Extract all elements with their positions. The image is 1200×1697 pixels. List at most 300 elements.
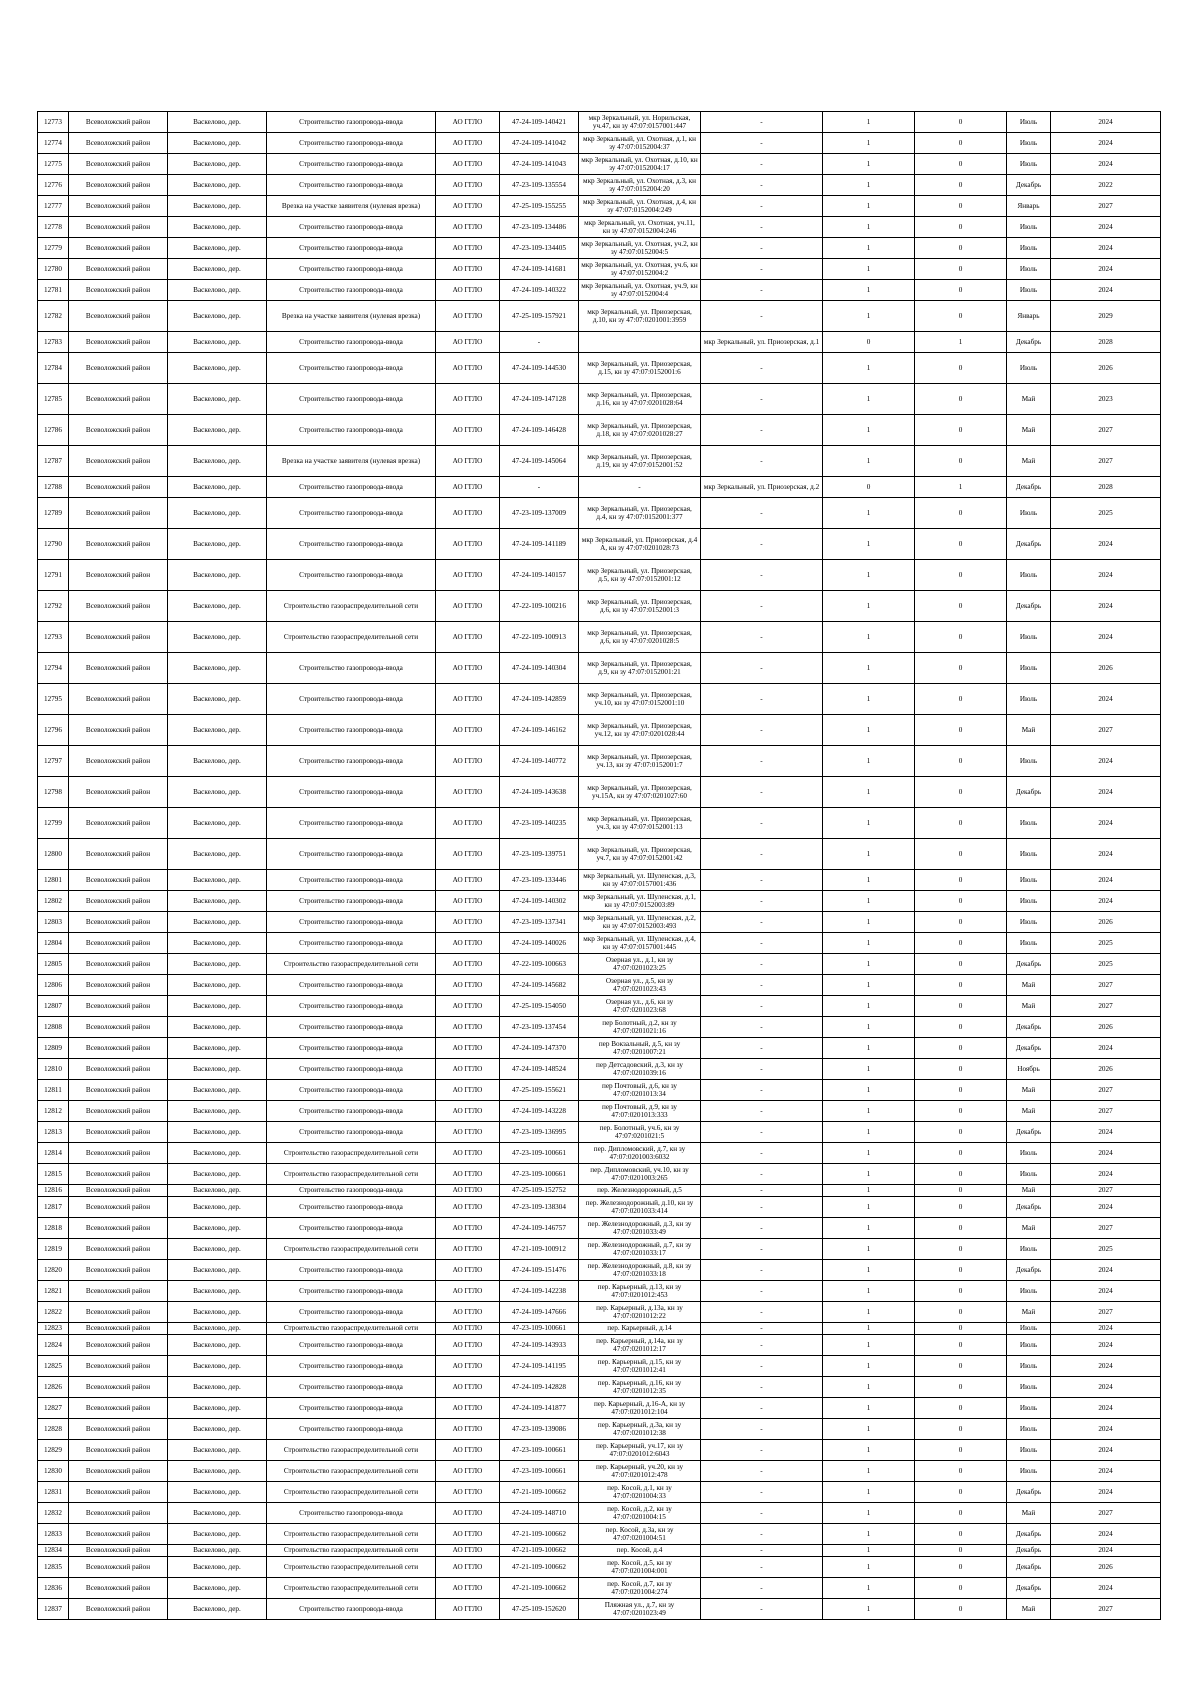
cell-address: пер. Карьерный, д.14 bbox=[579, 1323, 701, 1335]
cell-district: Всеволожский район bbox=[69, 1038, 168, 1059]
cell-operator: АО ГГЛО bbox=[436, 477, 500, 498]
cell-operator: АО ГГЛО bbox=[436, 112, 500, 133]
cell-row-number: 12786 bbox=[38, 415, 69, 446]
cell-work-type: Строительство газопровода-ввода bbox=[267, 912, 436, 933]
cell-address: мкр Зеркальный, ул. Приозерская, уч.13, кн зу 47:07:0152001:7 bbox=[579, 746, 701, 777]
cell-operator: АО ГГЛО bbox=[436, 1302, 500, 1323]
cell-year: 2024 bbox=[1051, 808, 1161, 839]
cell-district: Всеволожский район bbox=[69, 1197, 168, 1218]
cell-operator: АО ГГЛО bbox=[436, 529, 500, 560]
cell-settlement: Васкелово, дер. bbox=[168, 1218, 267, 1239]
cell-address-alt: - bbox=[701, 1143, 823, 1164]
cell-month: Декабрь bbox=[1007, 1260, 1051, 1281]
cell-count-a: 1 bbox=[823, 715, 915, 746]
cell-row-number: 12790 bbox=[38, 529, 69, 560]
table-row bbox=[38, 1578, 1161, 1599]
cell-year: 2024 bbox=[1051, 1377, 1161, 1398]
cell-count-a: 1 bbox=[823, 1038, 915, 1059]
cell-year: 2024 bbox=[1051, 1524, 1161, 1545]
cell-count-b: 0 bbox=[915, 1218, 1007, 1239]
cell-address: пер. Косой, д.5, кн зу 47:07:0201004:001 bbox=[579, 1557, 701, 1578]
cell-count-a: 1 bbox=[823, 870, 915, 891]
cell-month: Май bbox=[1007, 975, 1051, 996]
cell-count-b: 0 bbox=[915, 446, 1007, 477]
cell-district: Всеволожский район bbox=[69, 154, 168, 175]
table-row bbox=[38, 1545, 1161, 1557]
cell-count-a: 1 bbox=[823, 1356, 915, 1377]
cell-district: Всеволожский район bbox=[69, 529, 168, 560]
cell-address-alt: - bbox=[701, 415, 823, 446]
cell-count-b: 0 bbox=[915, 1377, 1007, 1398]
cell-district: Всеволожский район bbox=[69, 870, 168, 891]
cell-count-a: 1 bbox=[823, 1101, 915, 1122]
cell-address: пер. Косой, д.7, кн зу 47:07:0201004:274 bbox=[579, 1578, 701, 1599]
cell-application-number: 47-23-109-137454 bbox=[500, 1017, 579, 1038]
table-row bbox=[38, 196, 1161, 217]
cell-year: 2024 bbox=[1051, 839, 1161, 870]
cell-address: пер. Болотный, уч.6, кн зу 47:07:0201021:5 bbox=[579, 1122, 701, 1143]
table-row bbox=[38, 1260, 1161, 1281]
cell-address: мкр Зеркальный, ул. Приозерская, д.6, кн зу 47:07:0152001:3 bbox=[579, 591, 701, 622]
cell-count-a: 1 bbox=[823, 1185, 915, 1197]
cell-address: Озерная ул., д.1, кн зу 47:07:0201023:25 bbox=[579, 954, 701, 975]
cell-application-number: 47-21-109-100662 bbox=[500, 1578, 579, 1599]
cell-work-type: Строительство газораспределительной сети bbox=[267, 1323, 436, 1335]
cell-year: 2024 bbox=[1051, 1335, 1161, 1356]
cell-address-alt: - bbox=[701, 1545, 823, 1557]
cell-address-alt: - bbox=[701, 384, 823, 415]
cell-address: пер. Карьерный, д.3а, кн зу 47:07:0201012:38 bbox=[579, 1419, 701, 1440]
cell-year: 2027 bbox=[1051, 1302, 1161, 1323]
cell-row-number: 12825 bbox=[38, 1356, 69, 1377]
cell-address: пер. Карьерный, д.13, кн зу 47:07:0201012:453 bbox=[579, 1281, 701, 1302]
cell-count-b: 0 bbox=[915, 870, 1007, 891]
cell-row-number: 12801 bbox=[38, 870, 69, 891]
cell-address-alt: - bbox=[701, 1059, 823, 1080]
cell-count-b: 0 bbox=[915, 353, 1007, 384]
cell-application-number: 47-23-109-100661 bbox=[500, 1164, 579, 1185]
cell-month: Июль bbox=[1007, 1398, 1051, 1419]
cell-district: Всеволожский район bbox=[69, 1599, 168, 1620]
cell-count-b: 0 bbox=[915, 196, 1007, 217]
cell-count-a: 1 bbox=[823, 529, 915, 560]
cell-settlement: Васкелово, дер. bbox=[168, 1524, 267, 1545]
cell-row-number: 12793 bbox=[38, 622, 69, 653]
cell-count-b: 0 bbox=[915, 1122, 1007, 1143]
table-row bbox=[38, 954, 1161, 975]
cell-application-number: 47-25-109-154050 bbox=[500, 996, 579, 1017]
cell-row-number: 12820 bbox=[38, 1260, 69, 1281]
cell-address: мкр Зеркальный, ул. Охотная, уч.9, кн зу 47:07:0152004:4 bbox=[579, 280, 701, 301]
cell-year: 2027 bbox=[1051, 446, 1161, 477]
cell-address: мкр Зеркальный, ул. Приозерская, д.16, кн зу 47:07:0201028:64 bbox=[579, 384, 701, 415]
cell-year: 2024 bbox=[1051, 777, 1161, 808]
cell-application-number: 47-25-109-152620 bbox=[500, 1599, 579, 1620]
cell-operator: АО ГГЛО bbox=[436, 1398, 500, 1419]
cell-month: Декабрь bbox=[1007, 954, 1051, 975]
cell-address: мкр Зеркальный, ул. Охотная, д.3, кн зу 47:07:0152004:20 bbox=[579, 175, 701, 196]
cell-month: Декабрь bbox=[1007, 332, 1051, 353]
cell-settlement: Васкелово, дер. bbox=[168, 477, 267, 498]
cell-operator: АО ГГЛО bbox=[436, 891, 500, 912]
cell-district: Всеволожский район bbox=[69, 653, 168, 684]
cell-count-a: 1 bbox=[823, 1017, 915, 1038]
cell-operator: АО ГГЛО bbox=[436, 1335, 500, 1356]
cell-address-alt: - bbox=[701, 1101, 823, 1122]
cell-district: Всеволожский район bbox=[69, 1557, 168, 1578]
table-row bbox=[38, 1302, 1161, 1323]
cell-year: 2024 bbox=[1051, 870, 1161, 891]
cell-application-number: 47-24-109-141043 bbox=[500, 154, 579, 175]
cell-address-alt: - bbox=[701, 891, 823, 912]
cell-row-number: 12797 bbox=[38, 746, 69, 777]
cell-work-type: Строительство газораспределительной сети bbox=[267, 1461, 436, 1482]
cell-address-alt: - bbox=[701, 1503, 823, 1524]
cell-year: 2024 bbox=[1051, 133, 1161, 154]
cell-district: Всеволожский район bbox=[69, 808, 168, 839]
cell-work-type: Строительство газопровода-ввода bbox=[267, 933, 436, 954]
cell-district: Всеволожский район bbox=[69, 1524, 168, 1545]
cell-row-number: 12798 bbox=[38, 777, 69, 808]
table-row bbox=[38, 1524, 1161, 1545]
cell-year: 2024 bbox=[1051, 1398, 1161, 1419]
cell-work-type: Строительство газопровода-ввода bbox=[267, 1260, 436, 1281]
cell-settlement: Васкелово, дер. bbox=[168, 332, 267, 353]
cell-address: пер Вокзальный, д.5, кн зу 47:07:0201007:21 bbox=[579, 1038, 701, 1059]
table-row bbox=[38, 591, 1161, 622]
cell-month: Июль bbox=[1007, 1377, 1051, 1398]
cell-month: Июль bbox=[1007, 1440, 1051, 1461]
cell-count-a: 1 bbox=[823, 1398, 915, 1419]
cell-settlement: Васкелово, дер. bbox=[168, 975, 267, 996]
cell-address: пер. Дипломовский, д.7, кн зу 47:07:0201003:6032 bbox=[579, 1143, 701, 1164]
cell-district: Всеволожский район bbox=[69, 1239, 168, 1260]
cell-operator: АО ГГЛО bbox=[436, 1143, 500, 1164]
cell-work-type: Строительство газопровода-ввода bbox=[267, 1218, 436, 1239]
cell-district: Всеволожский район bbox=[69, 1122, 168, 1143]
cell-count-b: 0 bbox=[915, 1461, 1007, 1482]
cell-operator: АО ГГЛО bbox=[436, 933, 500, 954]
cell-address-alt: - bbox=[701, 112, 823, 133]
cell-count-a: 1 bbox=[823, 1557, 915, 1578]
cell-row-number: 12823 bbox=[38, 1323, 69, 1335]
cell-address-alt: - bbox=[701, 196, 823, 217]
cell-operator: АО ГГЛО bbox=[436, 301, 500, 332]
cell-work-type: Строительство газопровода-ввода bbox=[267, 154, 436, 175]
cell-count-a: 1 bbox=[823, 196, 915, 217]
cell-count-b: 0 bbox=[915, 808, 1007, 839]
cell-settlement: Васкелово, дер. bbox=[168, 1440, 267, 1461]
cell-count-b: 0 bbox=[915, 112, 1007, 133]
cell-application-number: - bbox=[500, 332, 579, 353]
cell-address: мкр Зеркальный, ул. Шуленская, д.4, кн зу 47:07:0157001:445 bbox=[579, 933, 701, 954]
cell-month: Январь bbox=[1007, 301, 1051, 332]
cell-count-a: 1 bbox=[823, 746, 915, 777]
cell-district: Всеволожский район bbox=[69, 332, 168, 353]
cell-application-number: 47-24-109-148524 bbox=[500, 1059, 579, 1080]
cell-count-a: 1 bbox=[823, 1059, 915, 1080]
cell-work-type: Строительство газопровода-ввода bbox=[267, 1101, 436, 1122]
cell-address: мкр Зеркальный, ул. Охотная, д.10, кн зу 47:07:0152004:17 bbox=[579, 154, 701, 175]
cell-row-number: 12796 bbox=[38, 715, 69, 746]
cell-row-number: 12832 bbox=[38, 1503, 69, 1524]
cell-operator: АО ГГЛО bbox=[436, 1185, 500, 1197]
cell-row-number: 12830 bbox=[38, 1461, 69, 1482]
cell-count-b: 0 bbox=[915, 891, 1007, 912]
cell-operator: АО ГГЛО bbox=[436, 1260, 500, 1281]
cell-work-type: Строительство газопровода-ввода bbox=[267, 175, 436, 196]
cell-year: 2024 bbox=[1051, 1482, 1161, 1503]
cell-district: Всеволожский район bbox=[69, 1482, 168, 1503]
cell-count-a: 1 bbox=[823, 1503, 915, 1524]
cell-row-number: 12827 bbox=[38, 1398, 69, 1419]
cell-month: Май bbox=[1007, 1302, 1051, 1323]
cell-month: Июль bbox=[1007, 808, 1051, 839]
cell-address: мкр Зеркальный, ул. Охотная, уч.2, кн зу 47:07:0152004:5 bbox=[579, 238, 701, 259]
cell-count-a: 1 bbox=[823, 1164, 915, 1185]
cell-operator: АО ГГЛО bbox=[436, 1356, 500, 1377]
table-row bbox=[38, 112, 1161, 133]
cell-count-b: 0 bbox=[915, 384, 1007, 415]
cell-year: 2027 bbox=[1051, 1503, 1161, 1524]
cell-year: 2024 bbox=[1051, 1461, 1161, 1482]
cell-settlement: Васкелово, дер. bbox=[168, 1281, 267, 1302]
cell-month: Июль bbox=[1007, 746, 1051, 777]
cell-district: Всеволожский район bbox=[69, 446, 168, 477]
cell-month: Июль bbox=[1007, 933, 1051, 954]
cell-year: 2024 bbox=[1051, 1122, 1161, 1143]
cell-settlement: Васкелово, дер. bbox=[168, 839, 267, 870]
cell-address-alt: - bbox=[701, 975, 823, 996]
table-row bbox=[38, 446, 1161, 477]
cell-district: Всеволожский район bbox=[69, 591, 168, 622]
table-row bbox=[38, 1038, 1161, 1059]
cell-settlement: Васкелово, дер. bbox=[168, 1545, 267, 1557]
cell-count-a: 1 bbox=[823, 259, 915, 280]
cell-operator: АО ГГЛО bbox=[436, 912, 500, 933]
table-row bbox=[38, 1185, 1161, 1197]
cell-address: мкр Зеркальный, ул. Приозерская, д.6, кн зу 47:07:0201028:5 bbox=[579, 622, 701, 653]
cell-settlement: Васкелово, дер. bbox=[168, 622, 267, 653]
cell-operator: АО ГГЛО bbox=[436, 217, 500, 238]
cell-address-alt: - bbox=[701, 280, 823, 301]
cell-year: 2024 bbox=[1051, 112, 1161, 133]
cell-month: Июль bbox=[1007, 1323, 1051, 1335]
cell-row-number: 12775 bbox=[38, 154, 69, 175]
table-row bbox=[38, 808, 1161, 839]
cell-operator: АО ГГЛО bbox=[436, 684, 500, 715]
cell-operator: АО ГГЛО bbox=[436, 175, 500, 196]
cell-operator: АО ГГЛО bbox=[436, 1164, 500, 1185]
cell-month: Июль bbox=[1007, 684, 1051, 715]
table-row bbox=[38, 217, 1161, 238]
cell-settlement: Васкелово, дер. bbox=[168, 933, 267, 954]
cell-year: 2024 bbox=[1051, 1164, 1161, 1185]
cell-count-b: 0 bbox=[915, 175, 1007, 196]
cell-month: Июль bbox=[1007, 1281, 1051, 1302]
cell-settlement: Васкелово, дер. bbox=[168, 1419, 267, 1440]
cell-settlement: Васкелово, дер. bbox=[168, 1080, 267, 1101]
table-row bbox=[38, 746, 1161, 777]
cell-district: Всеволожский район bbox=[69, 1377, 168, 1398]
cell-row-number: 12780 bbox=[38, 259, 69, 280]
cell-operator: АО ГГЛО bbox=[436, 1197, 500, 1218]
table-row bbox=[38, 1599, 1161, 1620]
cell-address-alt: - bbox=[701, 1398, 823, 1419]
cell-operator: АО ГГЛО bbox=[436, 591, 500, 622]
cell-application-number: 47-22-109-100216 bbox=[500, 591, 579, 622]
cell-count-a: 1 bbox=[823, 217, 915, 238]
cell-address: пер. Карьерный, уч.17, кн зу 47:07:0201012:6043 bbox=[579, 1440, 701, 1461]
cell-district: Всеволожский район bbox=[69, 891, 168, 912]
cell-operator: АО ГГЛО bbox=[436, 446, 500, 477]
cell-count-b: 0 bbox=[915, 1164, 1007, 1185]
cell-address: пер. Косой, д.1, кн зу 47:07:0201004:33 bbox=[579, 1482, 701, 1503]
cell-address-alt: - bbox=[701, 1080, 823, 1101]
cell-settlement: Васкелово, дер. bbox=[168, 259, 267, 280]
cell-count-a: 1 bbox=[823, 384, 915, 415]
cell-address: пер. Карьерный, д.16, кн зу 47:07:0201012:35 bbox=[579, 1377, 701, 1398]
table-row bbox=[38, 498, 1161, 529]
cell-row-number: 12837 bbox=[38, 1599, 69, 1620]
cell-district: Всеволожский район bbox=[69, 1185, 168, 1197]
table-body bbox=[38, 112, 1161, 1620]
cell-year: 2024 bbox=[1051, 1038, 1161, 1059]
cell-row-number: 12800 bbox=[38, 839, 69, 870]
cell-address: пер. Карьерный, д.14а, кн зу 47:07:0201012:17 bbox=[579, 1335, 701, 1356]
cell-count-b: 0 bbox=[915, 1578, 1007, 1599]
cell-district: Всеволожский район bbox=[69, 933, 168, 954]
cell-address: мкр Зеркальный, ул. Приозерская, уч.3, кн зу 47:07:0152001:13 bbox=[579, 808, 701, 839]
cell-month: Июль bbox=[1007, 280, 1051, 301]
cell-row-number: 12819 bbox=[38, 1239, 69, 1260]
cell-district: Всеволожский район bbox=[69, 1440, 168, 1461]
cell-application-number: 47-24-109-140302 bbox=[500, 891, 579, 912]
cell-settlement: Васкелово, дер. bbox=[168, 1323, 267, 1335]
cell-year: 2027 bbox=[1051, 1599, 1161, 1620]
cell-month: Декабрь bbox=[1007, 591, 1051, 622]
cell-count-a: 1 bbox=[823, 1335, 915, 1356]
cell-count-b: 0 bbox=[915, 498, 1007, 529]
cell-year: 2024 bbox=[1051, 591, 1161, 622]
cell-work-type: Строительство газораспределительной сети bbox=[267, 1524, 436, 1545]
cell-operator: АО ГГЛО bbox=[436, 1419, 500, 1440]
cell-application-number: 47-24-109-140421 bbox=[500, 112, 579, 133]
cell-month: Ноябрь bbox=[1007, 1059, 1051, 1080]
cell-district: Всеволожский район bbox=[69, 1461, 168, 1482]
cell-application-number: 47-25-109-155621 bbox=[500, 1080, 579, 1101]
cell-month: Июль bbox=[1007, 870, 1051, 891]
cell-application-number: 47-25-109-157921 bbox=[500, 301, 579, 332]
cell-application-number: 47-23-109-100661 bbox=[500, 1461, 579, 1482]
cell-application-number: 47-24-109-142859 bbox=[500, 684, 579, 715]
table-row bbox=[38, 238, 1161, 259]
cell-settlement: Васкелово, дер. bbox=[168, 446, 267, 477]
cell-address-alt: - bbox=[701, 1599, 823, 1620]
cell-district: Всеволожский район bbox=[69, 1017, 168, 1038]
cell-address: мкр Зеркальный, ул. Приозерская, д.18, кн зу 47:07:0201028:27 bbox=[579, 415, 701, 446]
cell-row-number: 12803 bbox=[38, 912, 69, 933]
cell-count-a: 1 bbox=[823, 133, 915, 154]
cell-district: Всеволожский район bbox=[69, 1101, 168, 1122]
cell-work-type: Строительство газораспределительной сети bbox=[267, 954, 436, 975]
cell-operator: АО ГГЛО bbox=[436, 1239, 500, 1260]
cell-application-number: 47-24-109-147370 bbox=[500, 1038, 579, 1059]
cell-district: Всеволожский район bbox=[69, 498, 168, 529]
cell-count-a: 1 bbox=[823, 777, 915, 808]
cell-row-number: 12808 bbox=[38, 1017, 69, 1038]
cell-address-alt: - bbox=[701, 1578, 823, 1599]
cell-application-number: 47-25-109-152752 bbox=[500, 1185, 579, 1197]
cell-address-alt: - bbox=[701, 870, 823, 891]
cell-row-number: 12776 bbox=[38, 175, 69, 196]
cell-operator: АО ГГЛО bbox=[436, 415, 500, 446]
table-row bbox=[38, 1017, 1161, 1038]
cell-application-number: 47-23-109-100661 bbox=[500, 1323, 579, 1335]
cell-settlement: Васкелово, дер. bbox=[168, 196, 267, 217]
cell-month: Июль bbox=[1007, 1164, 1051, 1185]
cell-settlement: Васкелово, дер. bbox=[168, 498, 267, 529]
cell-operator: АО ГГЛО bbox=[436, 1578, 500, 1599]
cell-month: Май bbox=[1007, 1218, 1051, 1239]
cell-row-number: 12809 bbox=[38, 1038, 69, 1059]
cell-month: Июль bbox=[1007, 154, 1051, 175]
cell-settlement: Васкелово, дер. bbox=[168, 684, 267, 715]
cell-month: Декабрь bbox=[1007, 175, 1051, 196]
cell-work-type: Строительство газораспределительной сети bbox=[267, 1143, 436, 1164]
cell-address bbox=[579, 332, 701, 353]
cell-work-type: Строительство газопровода-ввода bbox=[267, 112, 436, 133]
cell-settlement: Васкелово, дер. bbox=[168, 1557, 267, 1578]
cell-month: Июль bbox=[1007, 133, 1051, 154]
cell-count-b: 0 bbox=[915, 1143, 1007, 1164]
cell-operator: АО ГГЛО bbox=[436, 622, 500, 653]
cell-application-number: 47-24-109-142828 bbox=[500, 1377, 579, 1398]
cell-operator: АО ГГЛО bbox=[436, 1218, 500, 1239]
cell-district: Всеволожский район bbox=[69, 715, 168, 746]
cell-year: 2027 bbox=[1051, 1080, 1161, 1101]
cell-address-alt: - bbox=[701, 529, 823, 560]
cell-count-a: 1 bbox=[823, 1461, 915, 1482]
cell-settlement: Васкелово, дер. bbox=[168, 1164, 267, 1185]
cell-settlement: Васкелово, дер. bbox=[168, 560, 267, 591]
cell-work-type: Строительство газопровода-ввода bbox=[267, 1122, 436, 1143]
table-row bbox=[38, 912, 1161, 933]
cell-operator: АО ГГЛО bbox=[436, 1599, 500, 1620]
cell-settlement: Васкелово, дер. bbox=[168, 1578, 267, 1599]
cell-count-b: 0 bbox=[915, 715, 1007, 746]
cell-district: Всеволожский район bbox=[69, 196, 168, 217]
cell-application-number: 47-23-109-135554 bbox=[500, 175, 579, 196]
cell-operator: АО ГГЛО bbox=[436, 1059, 500, 1080]
cell-count-a: 1 bbox=[823, 808, 915, 839]
cell-year: 2024 bbox=[1051, 238, 1161, 259]
cell-work-type: Строительство газопровода-ввода bbox=[267, 498, 436, 529]
cell-count-a: 1 bbox=[823, 839, 915, 870]
table-row bbox=[38, 1239, 1161, 1260]
cell-month: Май bbox=[1007, 446, 1051, 477]
table-row bbox=[38, 1377, 1161, 1398]
cell-address: мкр Зеркальный, ул. Приозерская, д.4 А, кн зу 47:07:0201028:73 bbox=[579, 529, 701, 560]
cell-operator: АО ГГЛО bbox=[436, 259, 500, 280]
table-row bbox=[38, 933, 1161, 954]
cell-work-type: Строительство газопровода-ввода bbox=[267, 415, 436, 446]
cell-operator: АО ГГЛО bbox=[436, 839, 500, 870]
cell-count-a: 1 bbox=[823, 1197, 915, 1218]
cell-count-b: 0 bbox=[915, 684, 1007, 715]
cell-district: Всеволожский район bbox=[69, 975, 168, 996]
cell-count-b: 0 bbox=[915, 1197, 1007, 1218]
